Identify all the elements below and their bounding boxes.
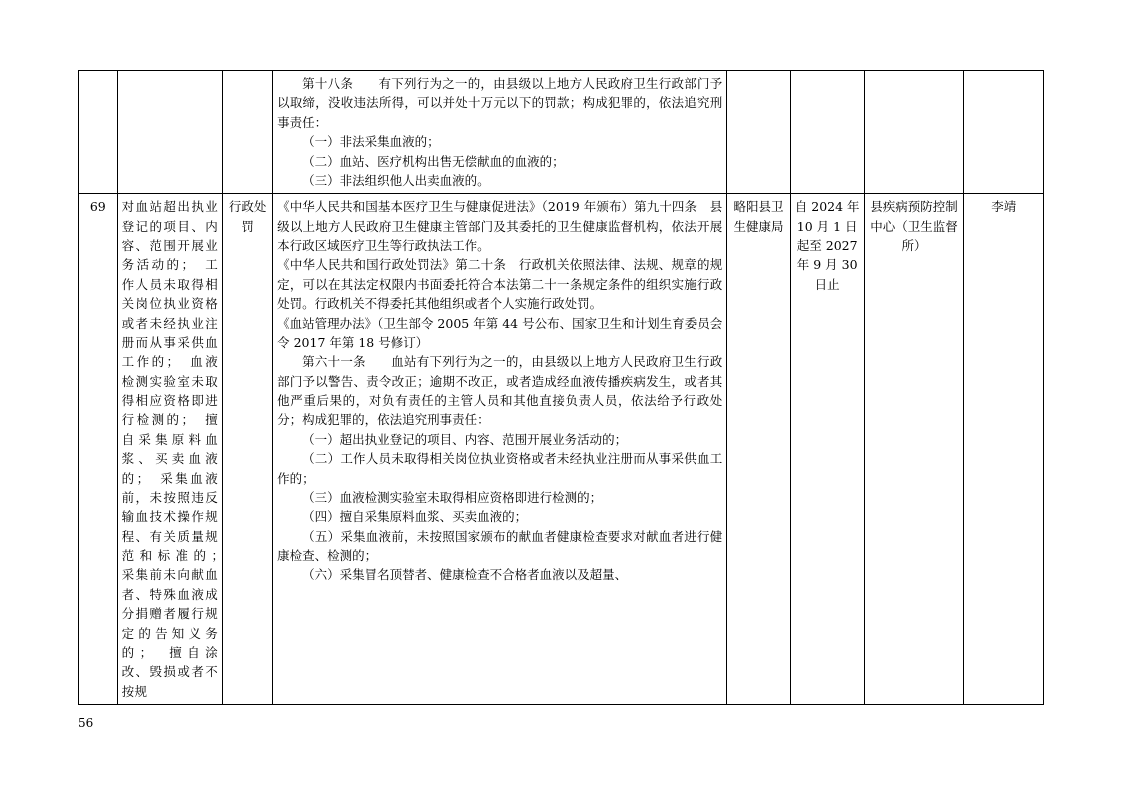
row-unit: 县疾病预防控制中心（卫生监督所） xyxy=(864,194,964,705)
row-date-range: 自 2024 年 10 月 1 日起至 2027 年 9 月 30 日止 xyxy=(790,194,864,705)
row-organization xyxy=(727,71,791,194)
legal-basis-paragraph: （一）超出执业登记的项目、内容、范围开展业务活动的； xyxy=(302,431,628,447)
row-item: 对血站超出执业登记的项目、内容、范围开展业务活动的； 工作人员未取得相关岗位执业资格或者未经执业注册而从事采供血工作的； 血液检测实验室未取得相应资格即进行检测的； 擅自采集原料血浆、买卖血液的； 采集血液前，未按照违反输血技术操作规程、有关质量规范和标准的； 采集前未向献血者、特殊血液成分捐赠者履行规定的告知义务的； 擅自涂改、毁损或者不按规 xyxy=(117,194,223,705)
row-organization: 略阳县卫生健康局 xyxy=(727,194,791,705)
row-legal-basis xyxy=(273,194,727,705)
legal-basis-paragraph: （二）工作人员未取得相关岗位执业资格或者未经执业注册而从事采供血工作的； xyxy=(277,451,723,486)
legal-basis-paragraph: 第六十一条 血站有下列行为之一的，由县级以上地方人民政府卫生行政部门予以警告、责令改正；逾期不改正，或者造成经血液传播疾病发生，或者其他严重后果的，对负有责任的主管人员和其他直接负责人员，依法给予行政处分；构成犯罪的，依法追究刑事责任： xyxy=(277,354,723,428)
legal-basis-paragraph: （二）血站、医疗机构出售无偿献血的血液的； xyxy=(302,153,565,169)
legal-basis-paragraph: （六）采集冒名顶替者、健康检查不合格者血液以及超量、 xyxy=(302,567,628,583)
row-type: 行政处罚 xyxy=(223,194,273,705)
row-number: 69 xyxy=(79,194,118,705)
row-date-range xyxy=(790,71,864,194)
row-legal-basis xyxy=(273,71,727,194)
regulation-table xyxy=(78,70,1044,705)
row-person xyxy=(964,71,1044,194)
row-person: 李靖 xyxy=(964,194,1044,705)
row-type xyxy=(223,71,273,194)
row-unit xyxy=(864,71,964,194)
legal-basis-paragraph: 第十八条 有下列行为之一的，由县级以上地方人民政府卫生行政部门予以取缔，没收违法所得，可以并处十万元以下的罚款；构成犯罪的，依法追究刑事责任： xyxy=(277,76,723,130)
row-number xyxy=(79,71,118,194)
table-row xyxy=(79,194,1044,705)
legal-basis-paragraph: （三）非法组织他人出卖血液的。 xyxy=(302,172,490,188)
table-row xyxy=(79,71,1044,194)
legal-basis-paragraph: （四）擅自采集原料血浆、买卖血液的； xyxy=(302,509,528,525)
legal-basis-paragraph: （一）非法采集血液的； xyxy=(302,134,440,150)
page-number: 56 xyxy=(78,716,94,730)
legal-basis-paragraph: 《中华人民共和国行政处罚法》第二十条 行政机关依照法律、法规、规章的规定，可以在其法定权限内书面委托符合本法第二十一条规定条件的组织实施行政处罚。行政机关不得委托其他组织或者个人实施行政处罚。 xyxy=(277,257,723,312)
legal-basis-paragraph: （五）采集血液前，未按照国家颁布的献血者健康检查要求对献血者进行健康检查、检测的； xyxy=(277,528,723,563)
legal-basis-paragraph: （三）血液检测实验室未取得相应资格即进行检测的； xyxy=(302,489,603,505)
legal-basis-paragraph: 《血站管理办法》（卫生部令 2005 年第 44 号公布、国家卫生和计划生育委员会令 2017 年第 18 号修订） xyxy=(277,315,723,350)
legal-basis-paragraph: 《中华人民共和国基本医疗卫生与健康促进法》（2019 年颁布）第九十四条 县级以上地方人民政府卫生健康主管部门及其委托的卫生健康监督机构，依法开展本行政区域医疗卫生等行政执法工作。 xyxy=(277,199,723,253)
row-item xyxy=(117,71,223,194)
